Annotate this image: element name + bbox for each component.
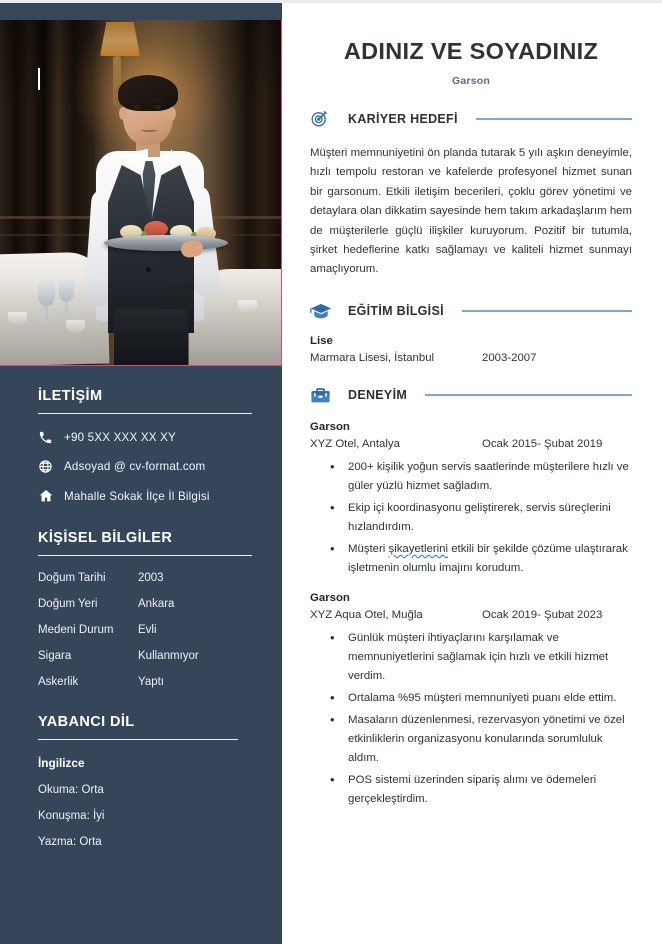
page-top-rule xyxy=(0,0,662,3)
section-personal-info xyxy=(38,530,252,688)
experience-company: XYZ Aqua Otel, Muğla xyxy=(310,608,423,621)
experience-job-title: Garson xyxy=(310,591,350,604)
language-name: İngilizce xyxy=(38,756,85,770)
contact-phone-text: +90 5XX XXX XX XY xyxy=(64,431,176,444)
contact-row-email[interactable] xyxy=(38,459,252,474)
section-rule xyxy=(476,118,632,120)
section-header-education xyxy=(310,302,632,321)
personal-info-heading-rule xyxy=(38,555,252,556)
profile-photo[interactable] xyxy=(0,20,281,365)
experience-entry xyxy=(310,592,632,809)
experience-detail-line xyxy=(310,609,632,621)
language-skill-reading: Okuma: Orta xyxy=(38,784,104,796)
info-row-smoking xyxy=(38,650,252,662)
education-date: 2003-2007 xyxy=(482,351,537,364)
info-key: Doğum Yeri xyxy=(38,598,98,610)
info-key: Doğum Tarihi xyxy=(38,572,106,584)
info-row-military-service xyxy=(38,676,252,688)
language-skill-writing: Yazma: Orta xyxy=(38,836,102,848)
section-foreign-language xyxy=(38,714,252,848)
sidebar-top-strip xyxy=(0,0,282,20)
section-title-education: EĞİTİM BİLGİSİ xyxy=(348,304,444,319)
globe-icon xyxy=(38,459,64,474)
experience-bullet-list xyxy=(310,629,632,809)
list-item: • 200+ kişilik yoğun servis saatlerinde müşterilere hızlı ve güler yüzlü hizmet sağladım. xyxy=(348,458,632,496)
foreign-language-heading-rule xyxy=(38,739,238,740)
experience-bullet-list xyxy=(310,458,632,578)
section-rule xyxy=(425,394,632,396)
info-row-birthplace xyxy=(38,598,252,610)
list-item: • Masaların düzenlenmesi, rezervasyon yönetimi ve özel etkinliklerin organizasyonu konularında sorumluluk aldım. xyxy=(348,711,632,768)
section-contact xyxy=(38,388,252,504)
graduation-cap-icon xyxy=(310,302,348,321)
section-header-objective xyxy=(310,109,632,128)
list-item: • Ortalama %95 müşteri memnuniyeti puanı elde ettim. xyxy=(348,689,632,708)
job-role-subtitle: Garson xyxy=(452,75,490,87)
briefcase-icon xyxy=(310,386,348,405)
section-title-objective: KARİYER HEDEFİ xyxy=(348,111,458,126)
experience-detail-line xyxy=(310,438,632,450)
section-header-experience xyxy=(310,386,632,405)
info-value: Kullanmıyor xyxy=(138,650,199,662)
sidebar-content xyxy=(0,366,282,848)
profile-photo-frame[interactable] xyxy=(0,20,282,366)
list-item: • POS sistemi üzerinden sipariş alımı ve ödemeleri gerçekleştirdim. xyxy=(348,771,632,809)
personal-info-heading: KİŞİSEL BİLGİLER xyxy=(38,530,173,546)
language-skill-speaking: Konuşma: İyi xyxy=(38,810,105,822)
education-school: Marmara Lisesi, İstanbul xyxy=(310,351,435,364)
phone-icon xyxy=(38,430,64,445)
education-entry xyxy=(310,335,632,364)
list-item: • Günlük müşteri ihtiyaçlarını karşılamak ve memnuniyetlerini sağlamak için hızlı ve etkili hizmet verdim. xyxy=(348,629,632,686)
info-key: Sigara xyxy=(38,650,72,662)
contact-address-text: Mahalle Sokak İlçe İl Bilgisi xyxy=(64,489,210,503)
info-value: Evli xyxy=(138,624,157,636)
contact-email-text: Adsoyad @ cv-format.com xyxy=(64,460,206,473)
foreign-language-heading: YABANCI DİL xyxy=(38,714,135,730)
education-detail-line xyxy=(310,352,632,364)
page-title: ADINIZ VE SOYADINIZ xyxy=(343,38,599,64)
text-cursor-caret xyxy=(38,68,40,90)
sidebar xyxy=(0,0,282,944)
list-item: • Müşteri şikayetlerini etkili bir şekilde çözüme ulaştırarak işletmenin olumlu imajını korudum. xyxy=(348,540,632,578)
info-row-birthdate xyxy=(38,572,252,584)
section-rule xyxy=(462,310,632,312)
misspelled-word[interactable]: şikayetlerini xyxy=(388,542,449,555)
info-key: Askerlik xyxy=(38,676,79,688)
experience-entry xyxy=(310,421,632,578)
list-item: • Ekip içi koordinasyonu geliştirerek, servis süreçlerini hızlandırdım. xyxy=(348,499,632,537)
contact-heading: İLETİŞİM xyxy=(38,388,103,404)
contact-heading-rule xyxy=(38,413,252,414)
section-title-experience: DENEYİM xyxy=(348,388,408,403)
contact-row-phone[interactable] xyxy=(38,430,252,445)
info-value: Ankara xyxy=(138,598,175,610)
experience-date: Ocak 2019- Şubat 2023 xyxy=(482,608,603,621)
contact-row-address[interactable] xyxy=(38,488,252,504)
education-degree: Lise xyxy=(310,334,333,347)
main-column xyxy=(282,0,662,944)
experience-company: XYZ Otel, Antalya xyxy=(310,437,400,450)
experience-job-title: Garson xyxy=(310,420,350,433)
info-value: 2003 xyxy=(138,572,164,584)
objective-paragraph: Müşteri memnuniyetini ön planda tutarak 5 yılı aşkın deneyimle, hızlı tempolu restoran ve kafelerde profesyonel hizmet sunan bir garsonum. Etkili iletişim becerileri, çoklu görev yönetimi ve detaylara olan dikkatim sayesinde hem takım arkadaşlarım hem de müşterilerle güçlü ilişkiler kuruyorum. Pozitif bir tutumla, şirket hedeflerine katkı sağlamayı ve kaliteli hizmet sunmayı amaçlıyorum. xyxy=(310,147,632,276)
home-icon xyxy=(38,488,64,504)
info-key: Medeni Durum xyxy=(38,624,114,636)
photo-vignette xyxy=(0,20,281,365)
info-row-marital-status xyxy=(38,624,252,636)
info-value: Yaptı xyxy=(138,676,164,688)
target-icon xyxy=(310,109,348,128)
experience-date: Ocak 2015- Şubat 2019 xyxy=(482,437,603,450)
